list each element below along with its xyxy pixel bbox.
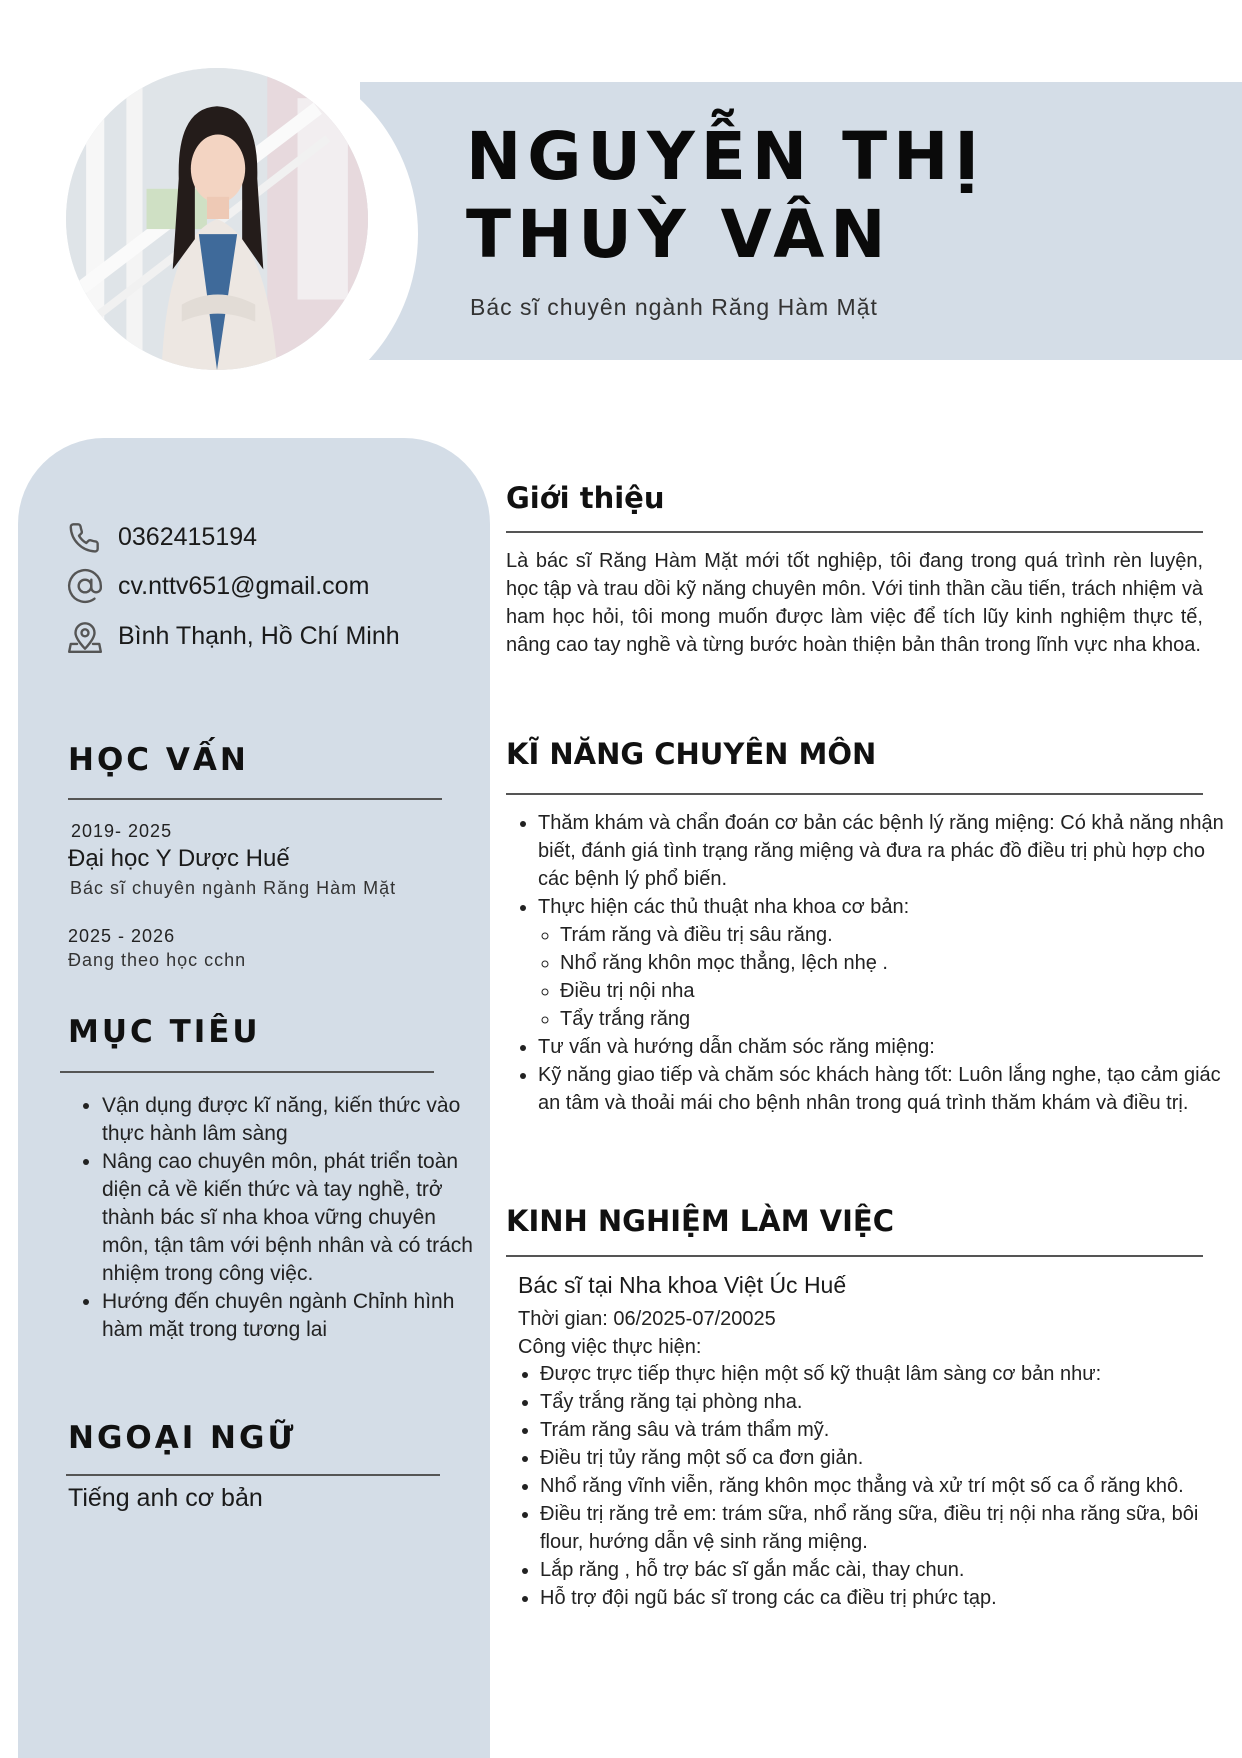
list-item: • Thăm khám và chẩn đoán cơ bản các bệnh lý răng miệng: Có khả năng nhận biết, đánh giá tình trạng răng miệng và đưa ra phác đồ điều trị phù hợp cho các bệnh lý phổ biến. <box>538 809 1228 893</box>
skills-divider <box>506 793 1203 795</box>
contact-phone <box>66 520 257 554</box>
education-heading: HỌC VẤN <box>68 742 249 778</box>
list-item: • Nhổ răng vĩnh viễn, răng khôn mọc thẳng và xử trí một số ca ổ răng khô. <box>540 1472 1230 1500</box>
intro-heading: Giới thiệu <box>506 481 665 515</box>
name-line-1: NGUYỄN THỊ <box>466 118 985 195</box>
intro-text: Là bác sĩ Răng Hàm Mặt mới tốt nghiệp, tôi đang trong quá trình rèn luyện, học tập và trau dồi kỹ năng chuyên môn. Với tinh thần cầu tiến, trách nhiệm và ham học hỏi, tôi mong muốn được làm việc để tích lũy kinh nghiệm thực tế, nâng cao tay nghề và từng bước hoàn thiện bản thân trong lĩnh vực nha khoa. <box>506 550 1203 656</box>
candidate-name <box>466 118 1206 274</box>
goals-list <box>80 1092 482 1344</box>
list-item: • Điều trị răng trẻ em: trám sữa, nhổ răng sữa, điều trị nội nha răng sữa, bôi flour, hướng dẫn vệ sinh răng miệng. <box>540 1500 1230 1556</box>
address: Bình Thạnh, Hồ Chí Minh <box>118 621 400 650</box>
phone-number[interactable]: 0362415194 <box>118 522 258 551</box>
list-item: • Vận dụng được kĩ năng, kiến thức vào thực hành lâm sàng <box>102 1092 482 1148</box>
job-title: Bác sĩ chuyên ngành Răng Hàm Mặt <box>470 294 878 320</box>
list-item: • Hướng đến chuyên ngành Chỉnh hình hàm mặt trong tương lai <box>102 1288 482 1344</box>
list-item: • Lắp răng , hỗ trợ bác sĩ gắn mắc cài, thay chun. <box>540 1556 1230 1584</box>
edu-years-2: 2025 - 2026 <box>68 926 176 946</box>
email-address[interactable]: cv.nttv651@gmail.com <box>118 571 370 600</box>
list-item: ◦ Trám răng và điều trị sâu răng. <box>560 921 1228 949</box>
languages-heading: NGOẠI NGỮ <box>68 1420 297 1456</box>
list-item: • Điều trị tủy răng một số ca đơn giản. <box>540 1444 1230 1472</box>
experience-tasks-list <box>518 1360 1230 1612</box>
languages-divider <box>66 1474 440 1476</box>
experience-role: Bác sĩ tại Nha khoa Việt Úc Huế <box>518 1272 847 1298</box>
education-divider <box>68 798 442 800</box>
experience-divider <box>506 1255 1203 1257</box>
location-pin-icon <box>66 617 104 655</box>
language-value: Tiếng anh cơ bản <box>68 1484 263 1512</box>
goals-heading: MỤC TIÊU <box>68 1014 261 1050</box>
list-item: • Tư vấn và hướng dẫn chăm sóc răng miệng: <box>538 1033 1228 1061</box>
list-item: • Tẩy trắng răng tại phòng nha. <box>540 1388 1230 1416</box>
profile-photo <box>66 68 368 370</box>
goals-divider <box>60 1071 434 1073</box>
skills-sublist <box>538 921 1228 1033</box>
contact-email <box>66 569 369 603</box>
experience-period: Thời gian: 06/2025-07/20025 <box>518 1308 776 1330</box>
list-item: • Nâng cao chuyên môn, phát triển toàn diện cả về kiến thức và tay nghề, trở thành bác sĩ nha khoa vững chuyên môn, tận tâm với bệnh nhân và có trách nhiệm trong công việc. <box>102 1148 482 1288</box>
name-line-2: THUỲ VÂN <box>466 196 892 273</box>
experience-heading: KINH NGHIỆM LÀM VIỆC <box>506 1204 895 1238</box>
list-item: • Trám răng sâu và trám thẩm mỹ. <box>540 1416 1230 1444</box>
list-item: • Được trực tiếp thực hiện một số kỹ thuật lâm sàng cơ bản như: <box>540 1360 1230 1388</box>
list-item: ◦ Điều trị nội nha <box>560 977 1228 1005</box>
skills-heading: KĨ NĂNG CHUYÊN MÔN <box>506 737 877 771</box>
list-item <box>538 893 1228 1033</box>
experience-tasks-label: Công việc thực hiện: <box>518 1336 702 1358</box>
edu-major: Bác sĩ chuyên ngành Răng Hàm Mặt <box>70 878 397 898</box>
list-item: ◦ Tẩy trắng răng <box>560 1005 1228 1033</box>
edu-note: Đang theo học cchn <box>68 950 247 970</box>
skills-list <box>516 809 1228 1117</box>
edu-school: Đại học Y Dược Huế <box>68 845 290 872</box>
list-item: • Hỗ trợ đội ngũ bác sĩ trong các ca điều trị phức tạp. <box>540 1584 1230 1612</box>
intro-divider <box>506 531 1203 533</box>
phone-icon <box>66 518 104 556</box>
at-sign-icon <box>66 567 104 605</box>
skills-procedures-label: Thực hiện các thủ thuật nha khoa cơ bản: <box>538 896 910 918</box>
list-item: • Kỹ năng giao tiếp và chăm sóc khách hàng tốt: Luôn lắng nghe, tạo cảm giác an tâm và thoải mái cho bệnh nhân trong quá trình thăm khám và điều trị. <box>538 1061 1228 1117</box>
contact-address <box>66 619 400 653</box>
edu-years-1: 2019- 2025 <box>71 821 173 841</box>
list-item: ◦ Nhổ răng khôn mọc thẳng, lệch nhẹ . <box>560 949 1228 977</box>
